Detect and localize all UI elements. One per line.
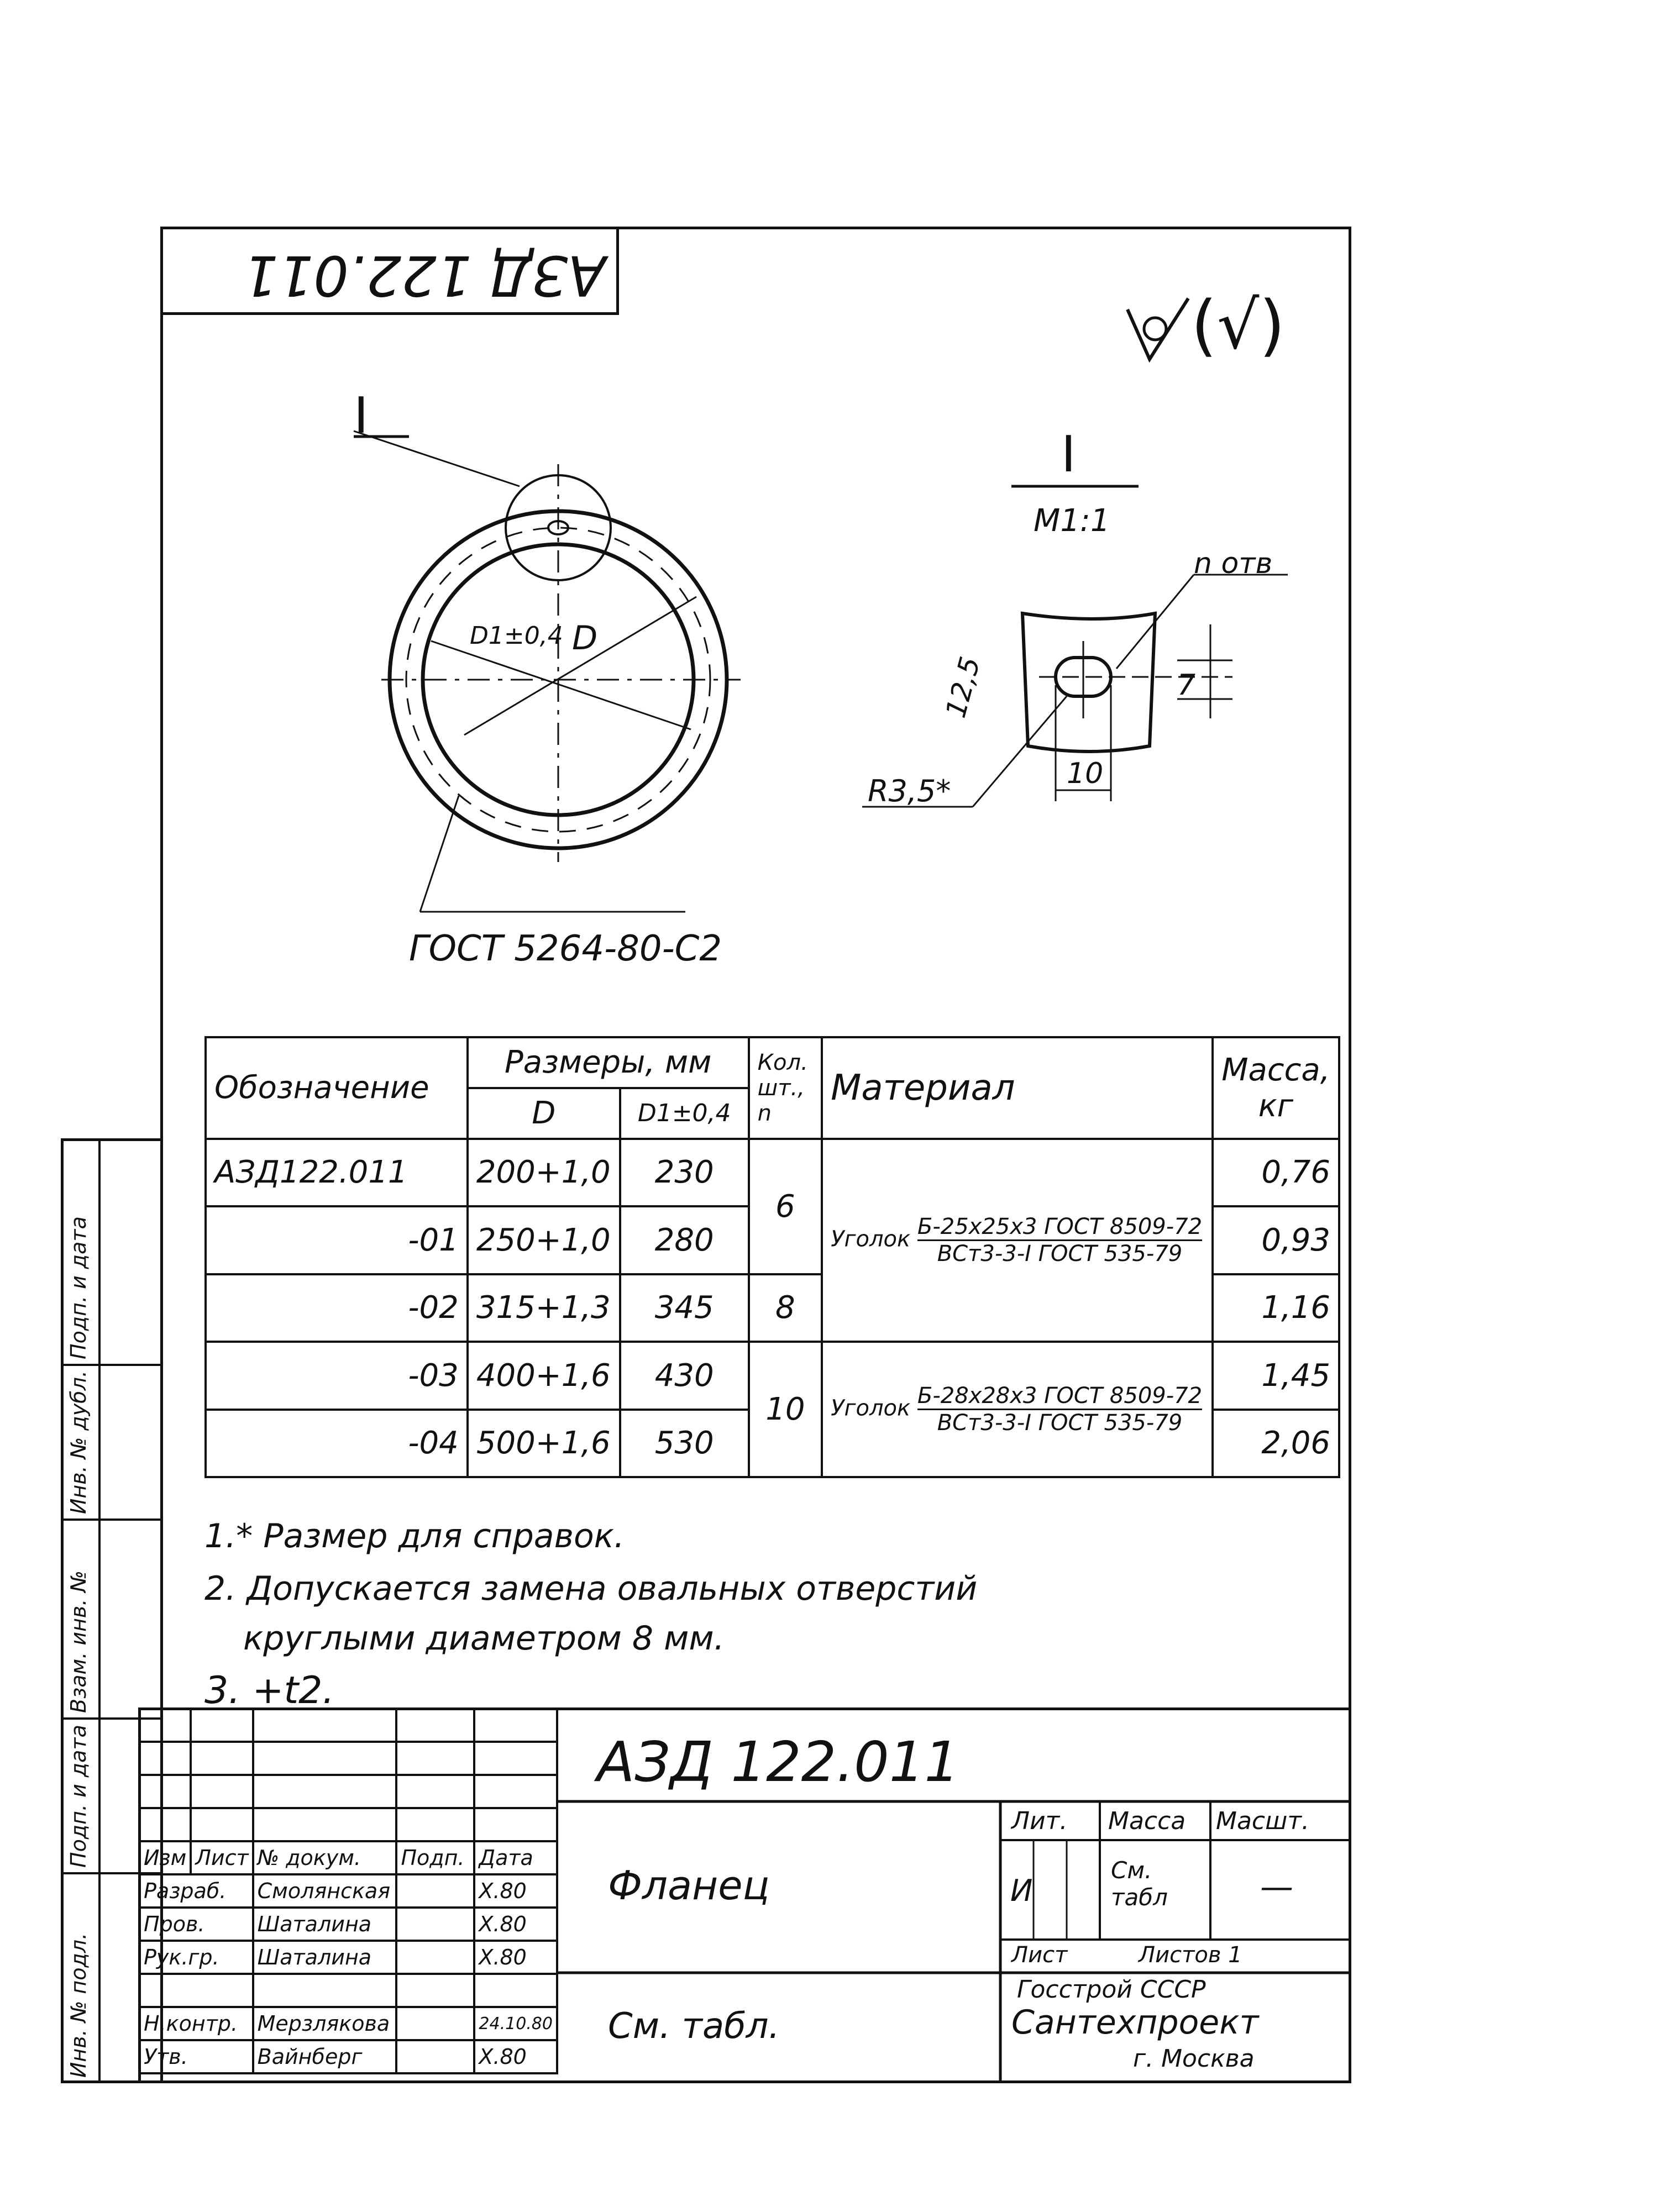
note-2b: круглыми диаметром 8 мм. <box>243 1619 725 1658</box>
person-role: Пров. <box>139 1908 253 1941</box>
stamp-list: Лист <box>191 1841 253 1874</box>
header-designation: Обозначение <box>206 1037 468 1139</box>
person-date: X.80 <box>474 1874 557 1908</box>
side-podp-data-1: Подп. и дата <box>66 1725 91 1868</box>
material-name: Уголок <box>831 1226 911 1252</box>
row-d1: 430 <box>620 1342 749 1409</box>
header-qty: Кол. шт., n <box>749 1037 822 1139</box>
note-1: 1.* Размер для справок. <box>204 1517 625 1556</box>
person-role: Н.контр. <box>139 2007 253 2040</box>
row-mass: 0,76 <box>1213 1139 1339 1206</box>
row-designation: АЗД122.011 <box>206 1139 468 1206</box>
stamp-sign: Подп. <box>396 1841 474 1874</box>
detail-dim-7: 7 <box>1177 669 1196 702</box>
side-podp-data-2: Подп. и дата <box>66 1216 91 1359</box>
material-bottom: ВСт3-3-I ГОСТ 535-79 <box>937 1241 1183 1267</box>
title-scale-label: Масшт. <box>1216 1807 1309 1835</box>
row-d: 250+1,0 <box>468 1206 620 1274</box>
person-name: Шаталина <box>253 1941 397 1974</box>
title-mass-value: См. табл <box>1111 1857 1168 1911</box>
person-role: Разраб. <box>139 1874 253 1908</box>
flange-callout-label: I <box>354 387 369 445</box>
row-d1: 230 <box>620 1139 749 1206</box>
header-dimensions: Размеры, мм <box>468 1037 749 1088</box>
person-name: Вайнберг <box>253 2040 397 2073</box>
title-mass-label: Масса <box>1108 1807 1186 1835</box>
material-top: Б-28x28x3 ГОСТ 8509-72 <box>917 1383 1202 1410</box>
person-date: X.80 <box>474 1941 557 1974</box>
stamp-doc: № докум. <box>253 1841 397 1874</box>
row-mass: 2,06 <box>1213 1410 1339 1478</box>
flange-d-label: D <box>572 619 598 658</box>
header-d: D <box>468 1088 620 1139</box>
header-mass: Масса, кг <box>1213 1037 1339 1139</box>
detail-scale: М1:1 <box>1034 503 1110 539</box>
note-2: 2. Допускается замена овальных отверстий <box>204 1569 978 1608</box>
row-d: 315+1,3 <box>468 1274 620 1342</box>
flange-gost-label: ГОСТ 5264-80-С2 <box>409 928 722 969</box>
person-role: Утв. <box>139 2040 253 2073</box>
row-qty: 10 <box>749 1342 822 1477</box>
person-date: X.80 <box>474 2040 557 2073</box>
person-role: Рук.гр. <box>139 1941 253 1974</box>
header-d1: D1±0,4 <box>620 1088 749 1139</box>
row-d1: 345 <box>620 1274 749 1342</box>
title-code: АЗД 122.011 <box>597 1730 959 1794</box>
row-mass: 1,16 <box>1213 1274 1339 1342</box>
row-designation: -02 <box>206 1274 468 1342</box>
title-org3: г. Москва <box>1133 2045 1255 2073</box>
detail-dim-12-5: 12,5 <box>940 653 987 722</box>
person-name: Мерзлякова <box>253 2007 397 2040</box>
detail-hole-label: n отв <box>1194 547 1273 580</box>
row-mass: 0,93 <box>1213 1206 1339 1274</box>
side-inv-podl: Инв. № подл. <box>66 1932 91 2078</box>
row-designation: -03 <box>206 1342 468 1409</box>
title-sheet-label: Лист <box>1011 1942 1068 1968</box>
row-designation: -01 <box>206 1206 468 1274</box>
person-date: X.80 <box>474 1908 557 1941</box>
title-lit-label: Лит. <box>1011 1807 1068 1835</box>
roughness-text: (√) <box>1191 287 1286 364</box>
row-d1: 280 <box>620 1206 749 1274</box>
row-qty: 6 <box>749 1139 822 1274</box>
person-name: Шаталина <box>253 1908 397 1941</box>
stamp-date: Дата <box>474 1841 557 1874</box>
row-designation: -04 <box>206 1410 468 1478</box>
title-lit-value: И <box>1010 1873 1033 1908</box>
side-inv-dubl: Инв. № дубл. <box>66 1370 91 1514</box>
person-date: 24.10.80 <box>474 2007 557 2040</box>
row-d: 200+1,0 <box>468 1139 620 1206</box>
title-org1: Госстрой СССР <box>1017 1975 1206 2004</box>
detail-radius: R3,5* <box>868 774 951 808</box>
note-3: 3. +t2. <box>204 1669 335 1712</box>
title-material: См. табл. <box>608 2006 780 2047</box>
title-org2: Сантехпроект <box>1011 2003 1259 2042</box>
row-d: 400+1,6 <box>468 1342 620 1409</box>
row-mass: 1,45 <box>1213 1342 1339 1409</box>
material-top: Б-25x25x3 ГОСТ 8509-72 <box>917 1214 1202 1241</box>
row-qty: 8 <box>749 1274 822 1342</box>
code-box-text: АЗД 122.011 <box>243 243 606 308</box>
title-scale-value: — <box>1260 1868 1293 1906</box>
title-sheets-label: Листов 1 <box>1139 1942 1242 1968</box>
row-d1: 530 <box>620 1410 749 1478</box>
side-vzam-inv: Взам. инв. № <box>66 1570 91 1713</box>
header-material: Материал <box>822 1037 1213 1139</box>
row-d: 500+1,6 <box>468 1410 620 1478</box>
title-name: Фланец <box>608 1862 770 1909</box>
material-bottom: ВСт3-3-I ГОСТ 535-79 <box>937 1410 1183 1436</box>
detail-roman: I <box>1061 425 1076 484</box>
flange-d1-label: D1±0,4 <box>470 622 563 650</box>
detail-dim-10: 10 <box>1067 757 1104 790</box>
stamp-izm: Изм <box>139 1841 191 1874</box>
person-name: Смолянская <box>253 1874 397 1908</box>
material-name: Уголок <box>831 1395 911 1421</box>
